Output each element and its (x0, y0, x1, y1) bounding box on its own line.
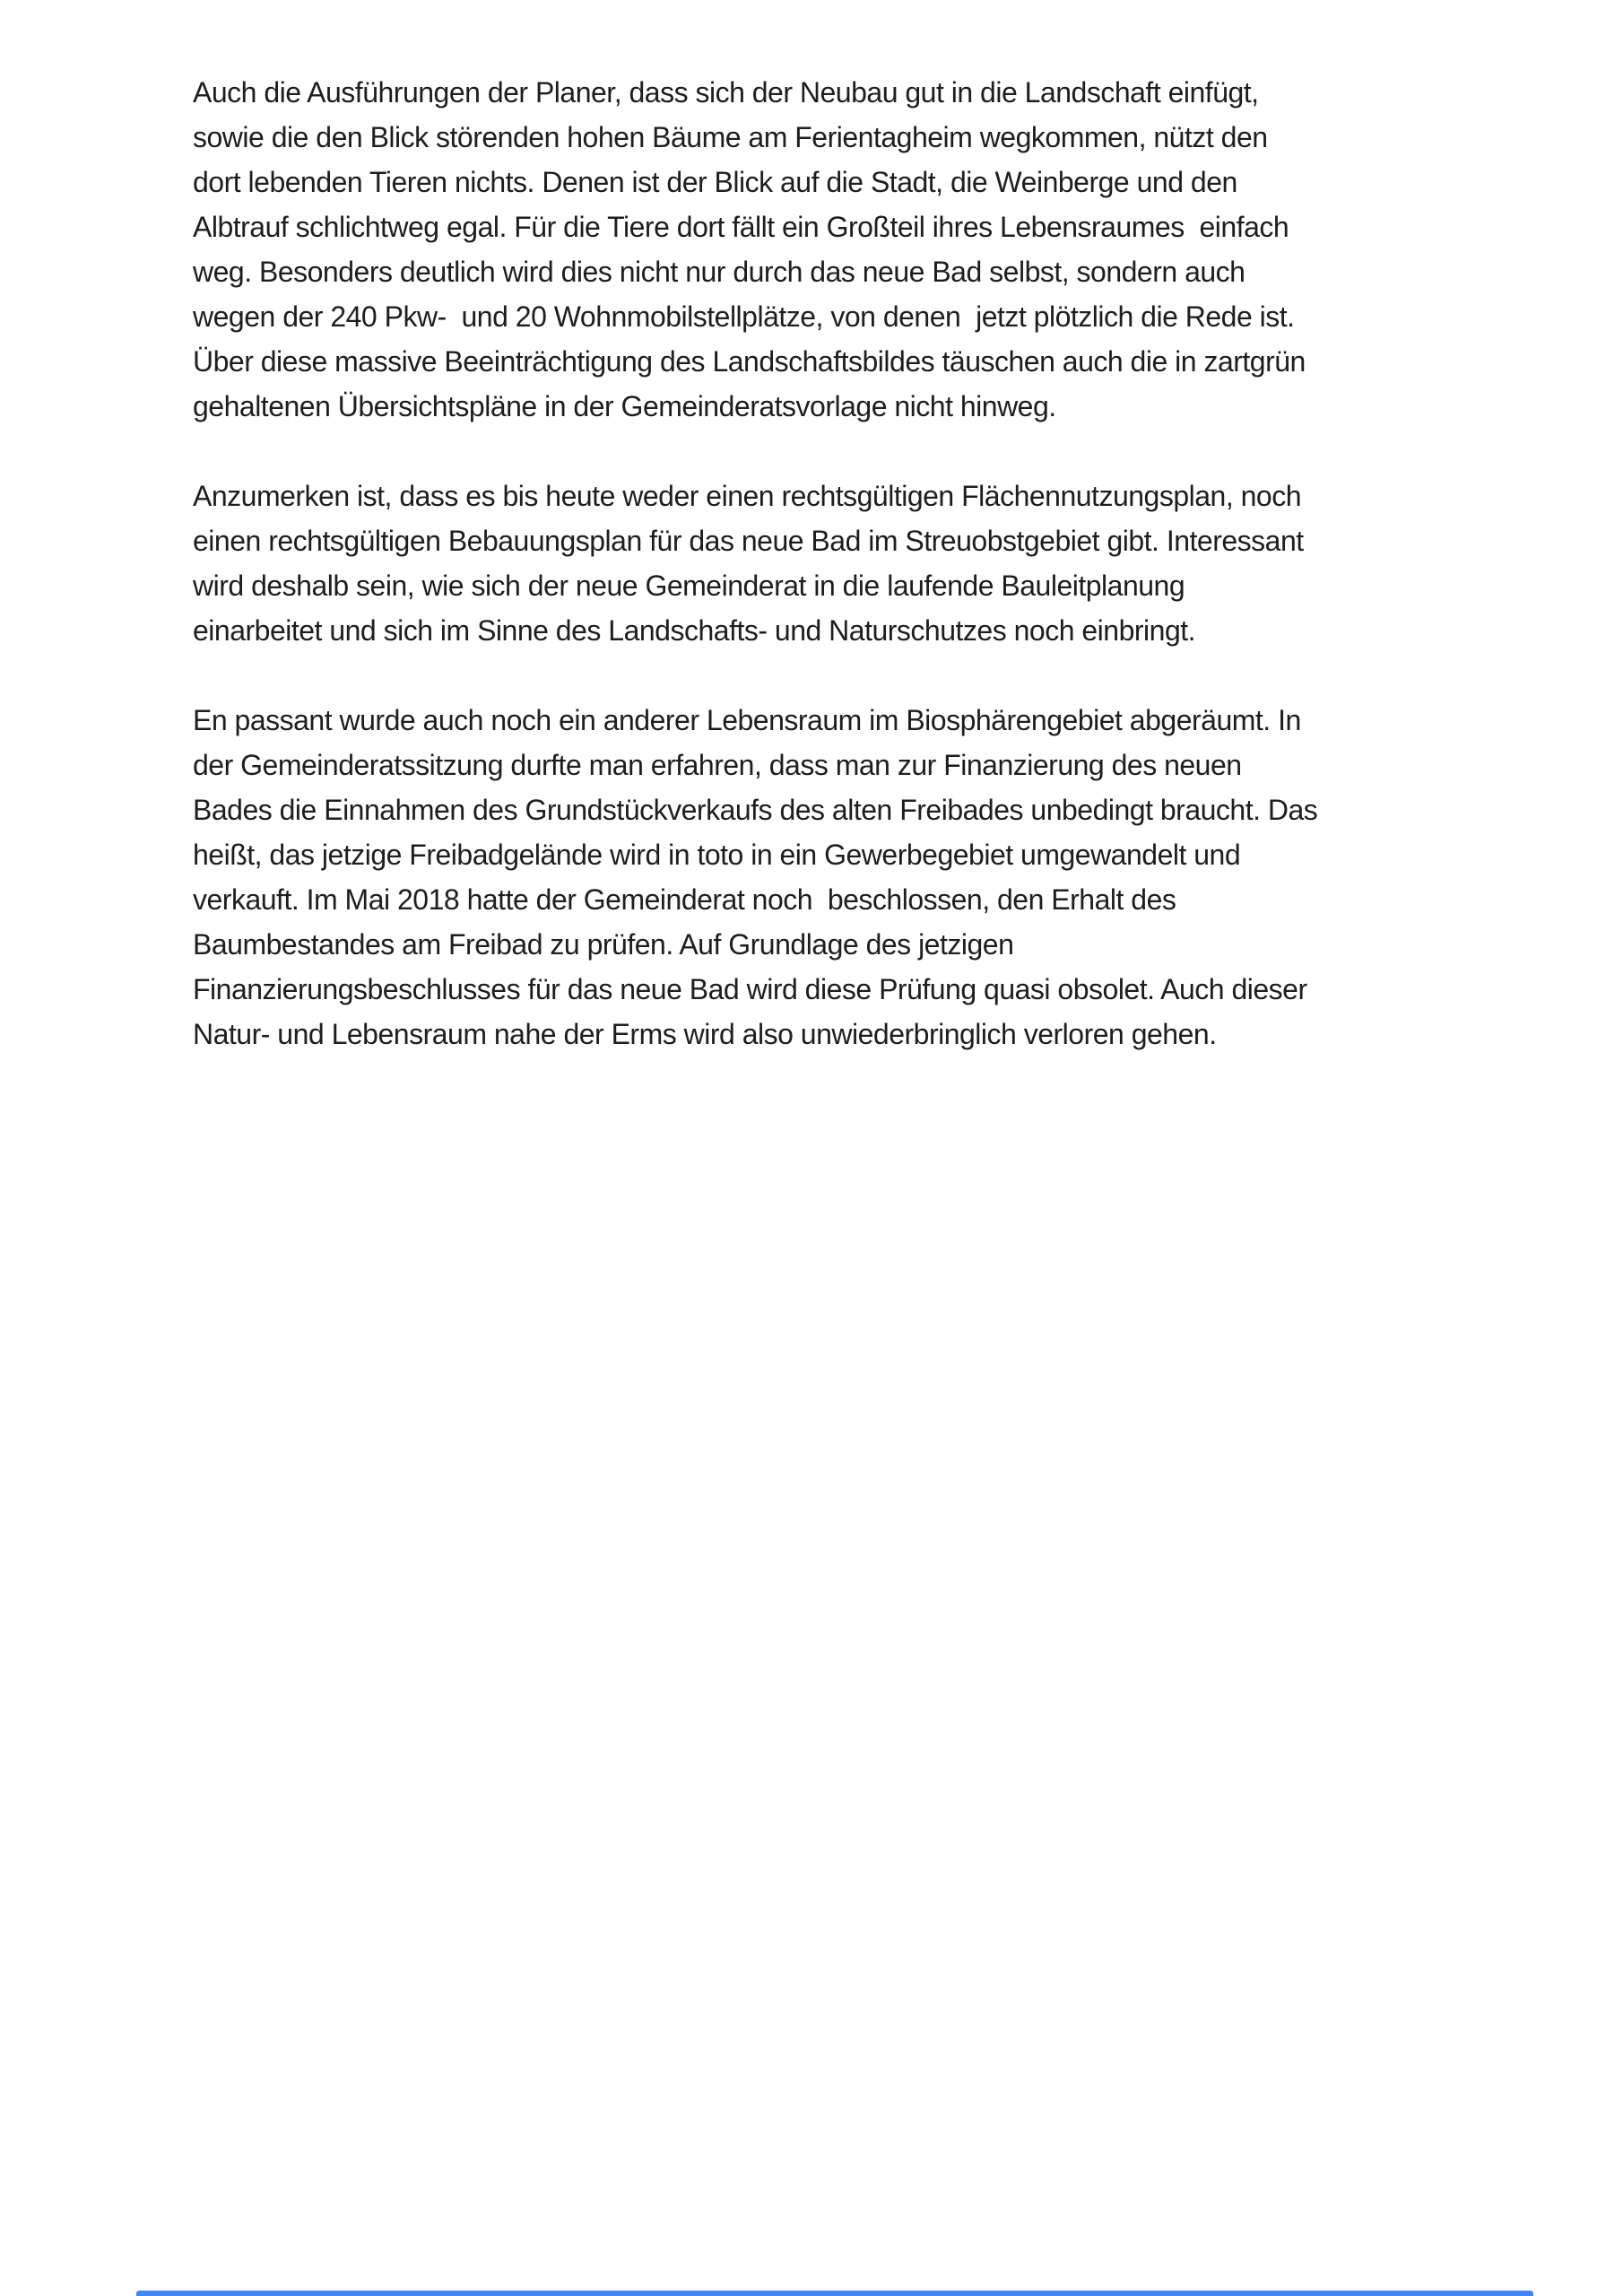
paragraph-3 (193, 698, 1484, 1057)
text-line: wegen der 240 Pkw- und 20 Wohnmobilstellplätze, von denen jetzt plötzlich die Rede ist. (193, 300, 1295, 333)
text-line: Albtrauf schlichtweg egal. Für die Tiere dort fällt ein Großteil ihres Lebensraumes einfach (193, 211, 1289, 243)
bottom-divider-rule (136, 2291, 1533, 2296)
text-line: einen rechtsgültigen Bebauungsplan für das neue Bad im Streuobstgebiet gibt. Interessant (193, 525, 1304, 557)
text-line: Finanzierungsbeschlusses für das neue Bad wird diese Prüfung quasi obsolet. Auch dieser (193, 973, 1307, 1005)
document-body (193, 70, 1484, 1101)
text-line: En passant wurde auch noch ein anderer Lebensraum im Biosphärengebiet abgeräumt. In (193, 704, 1301, 736)
text-line: verkauft. Im Mai 2018 hatte der Gemeinderat noch beschlossen, den Erhalt des (193, 883, 1176, 916)
text-line: der Gemeinderatssitzung durfte man erfahren, dass man zur Finanzierung des neuen (193, 749, 1242, 781)
paragraph-2 (193, 474, 1484, 653)
text-line: weg. Besonders deutlich wird dies nicht nur durch das neue Bad selbst, sondern auch (193, 256, 1245, 288)
text-line: Anzumerken ist, dass es bis heute weder einen rechtsgültigen Flächennutzungsplan, noch (193, 480, 1301, 512)
text-line: Baumbestandes am Freibad zu prüfen. Auf Grundlage des jetzigen (193, 928, 1014, 961)
paragraph-1 (193, 70, 1484, 429)
text-line: Bades die Einnahmen des Grundstückverkaufs des alten Freibades unbedingt braucht. Das (193, 794, 1318, 826)
text-line: heißt, das jetzige Freibadgelände wird in toto in ein Gewerbegebiet umgewandelt und (193, 839, 1241, 871)
text-line: wird deshalb sein, wie sich der neue Gemeinderat in die laufende Bauleitplanung (193, 570, 1185, 602)
text-line: sowie die den Blick störenden hohen Bäume am Ferientagheim wegkommen, nützt den (193, 121, 1268, 153)
text-line: dort lebenden Tieren nichts. Denen ist der Blick auf die Stadt, die Weinberge und den (193, 166, 1237, 198)
text-line: Über diese massive Beeinträchtigung des Landschaftsbildes täuschen auch die in zartgrün (193, 345, 1306, 378)
text-line: Auch die Ausführungen der Planer, dass sich der Neubau gut in die Landschaft einfügt, (193, 76, 1259, 109)
text-line: einarbeitet und sich im Sinne des Landschafts- und Naturschutzes noch einbringt. (193, 614, 1196, 647)
text-line: gehaltenen Übersichtspläne in der Gemeinderatsvorlage nicht hinweg. (193, 390, 1056, 422)
text-line: Natur- und Lebensraum nahe der Erms wird also unwiederbringlich verloren gehen. (193, 1018, 1217, 1050)
